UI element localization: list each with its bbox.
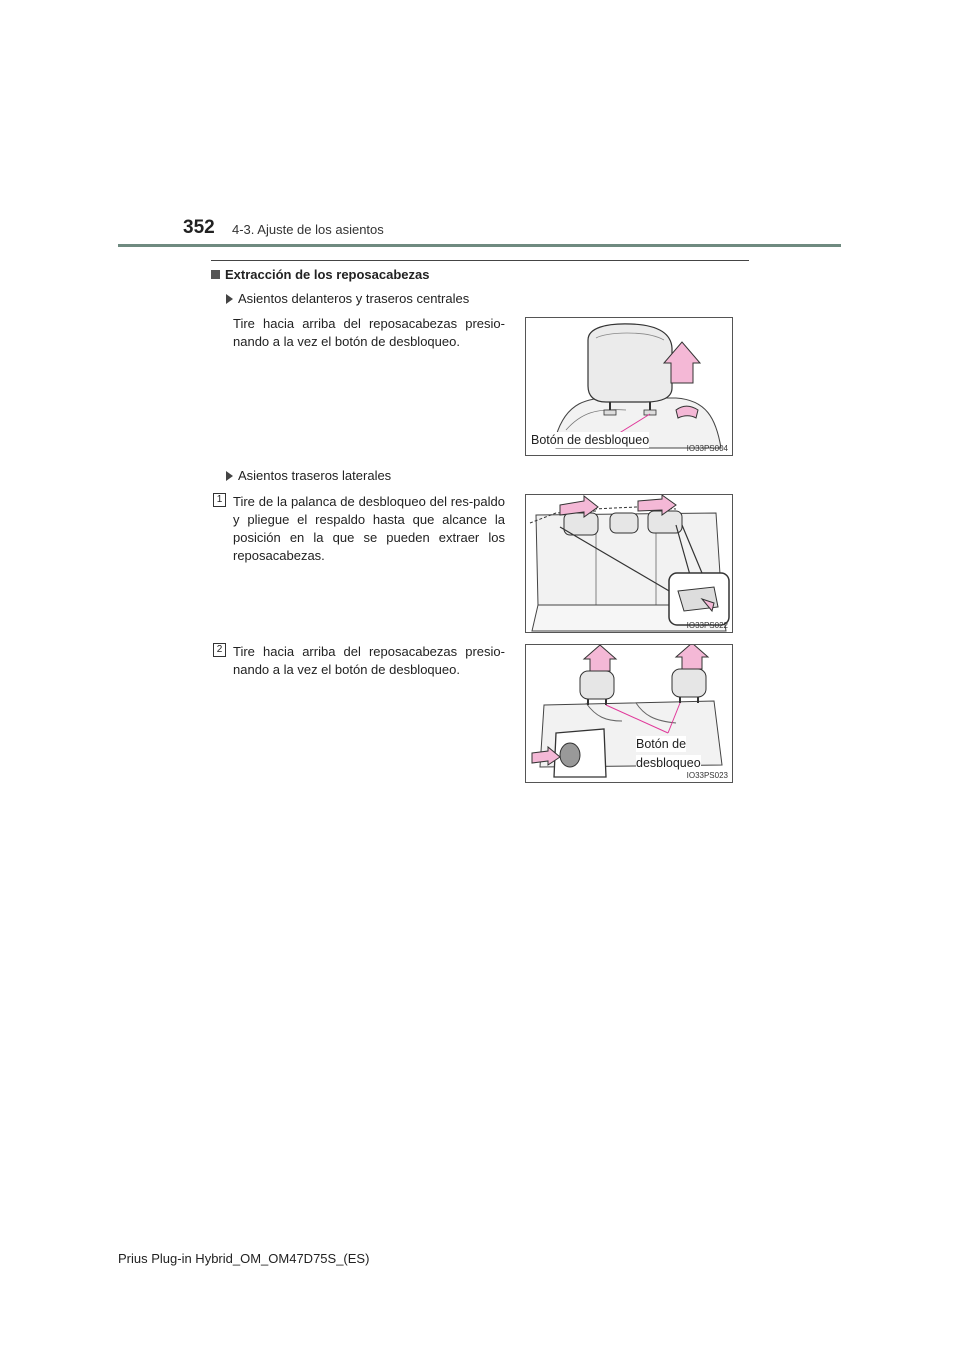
paragraph-step-2: Tire hacia arriba del reposacabezas presio-nando a la vez el botón de desbloqueo. bbox=[233, 644, 505, 677]
callout-release-button-line2: desbloqueo bbox=[636, 756, 701, 770]
subheading-text: Asientos traseros laterales bbox=[238, 468, 392, 483]
figure-code: IO33PS023 bbox=[686, 771, 728, 780]
step-number-1: 1 bbox=[213, 493, 226, 507]
triangle-bullet-icon bbox=[226, 294, 233, 304]
step-number-2: 2 bbox=[213, 643, 226, 657]
section-title: 4-3. Ajuste de los asientos bbox=[232, 222, 384, 237]
callout-release-button: Botón de desbloqueo bbox=[531, 433, 650, 447]
callout-release-button-line1: Botón de bbox=[636, 737, 687, 751]
header-rule bbox=[118, 244, 841, 247]
paragraph-step-1: Tire de la palanca de desbloqueo del res-paldo y pliegue el respaldo hasta que alcance la posición en la que se pueden extraer los reposacabezas. bbox=[233, 494, 505, 563]
figure-rear-headrest bbox=[525, 644, 733, 783]
square-bullet-icon bbox=[211, 270, 220, 279]
page-number: 352 bbox=[183, 217, 215, 238]
subheading-rear-outboard bbox=[226, 468, 391, 483]
figure-rear-seatback-fold bbox=[525, 494, 733, 633]
footer-manual-id: Prius Plug-in Hybrid_OM_OM47D75S_(ES) bbox=[118, 1251, 370, 1266]
subheading-front-center bbox=[226, 291, 469, 306]
heading-headrest-removal bbox=[211, 267, 429, 282]
paragraph-front-instructions: Tire hacia arriba del reposacabezas presio-nando a la vez el botón de desbloqueo. bbox=[233, 316, 505, 349]
subheading-text: Asientos delanteros y traseros centrales bbox=[238, 291, 470, 306]
triangle-bullet-icon bbox=[226, 471, 233, 481]
heading-text: Extracción de los reposacabezas bbox=[225, 267, 430, 282]
figure-code: IO33PS004 bbox=[686, 444, 728, 453]
figure-code: IO33PS022 bbox=[686, 621, 728, 630]
figure-front-headrest bbox=[525, 317, 733, 456]
section-divider bbox=[211, 260, 749, 261]
